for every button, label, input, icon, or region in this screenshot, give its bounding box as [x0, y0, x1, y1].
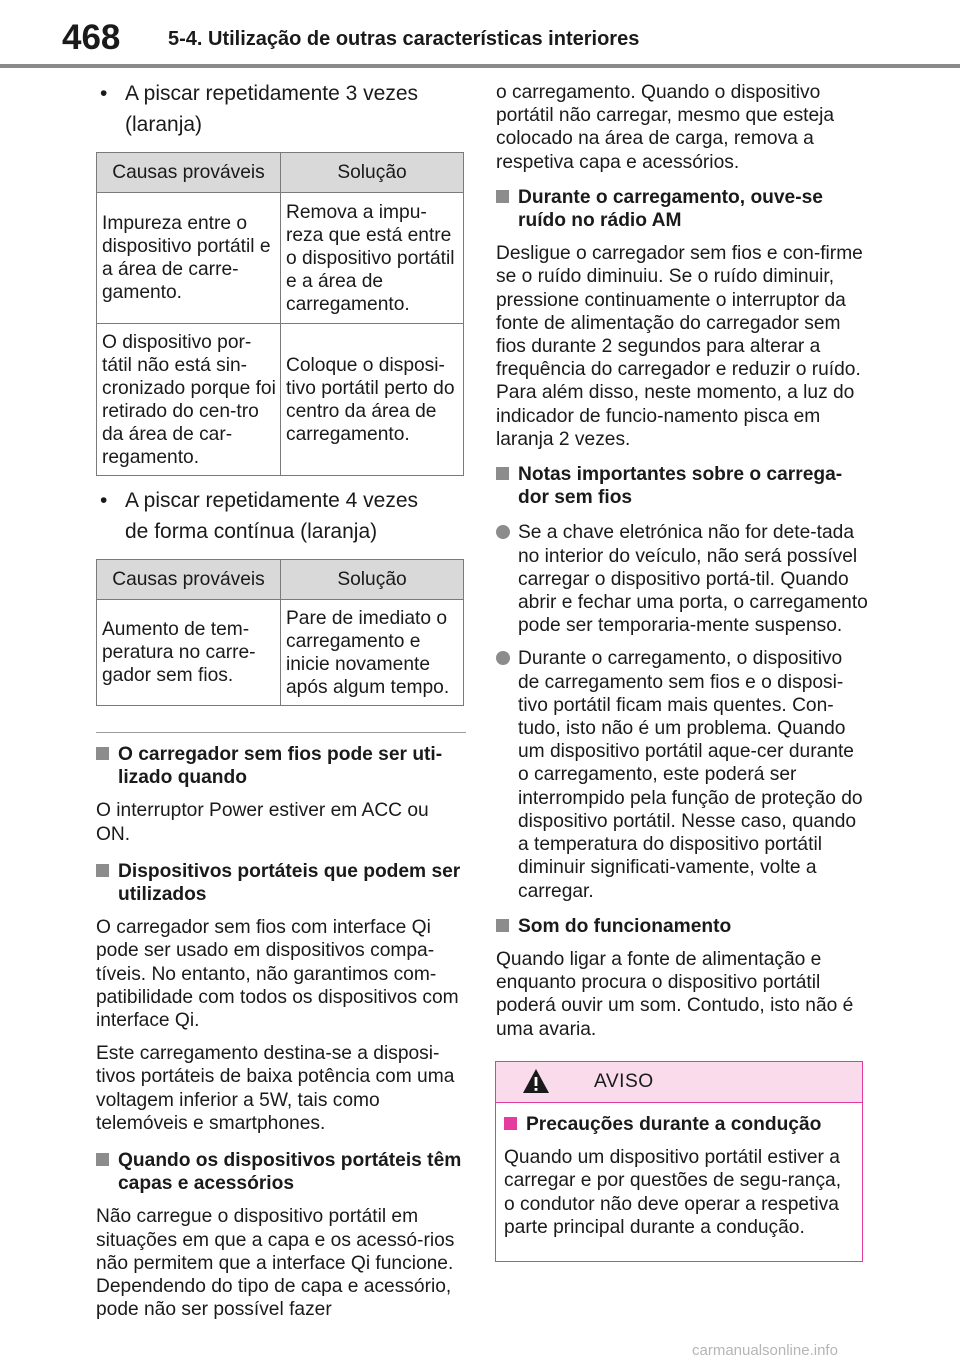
circle-bullet-icon	[496, 651, 510, 665]
note-text: Durante o carregamento, o dispositivo de carregamento sem fios e o disposi-tivo portátil ficam mais quentes. Con-tudo, isto não é um problema. Quando um dispositivo portátil aque-cer durante o carregamento, este poderá ser interrompido pela função de proteção do dispositivo portátil. Nesse caso, quando a temperatura do dispositivo portátil diminuir significati-vamente, volte a carregar.	[518, 648, 863, 902]
page-number: 468	[62, 18, 121, 57]
paragraph: O interruptor Power estiver em ACC ou ON.	[96, 800, 429, 845]
heading-covers-accessories	[96, 1149, 466, 1195]
warning-body	[496, 1103, 862, 1239]
paragraph: O carregador sem fios com interface Qi pode ser usado em dispositivos compa-tíveis. No entanto, não garantimos com-patibilidade com todos os dispositivos com interface Qi.	[96, 917, 459, 1032]
warning-text: Quando um dispositivo portátil estiver a carregar e por questões de segu-rança, o condutor não deve operar a respetiva parte principal durante a condução.	[504, 1147, 842, 1238]
table-header-solution: Solução	[281, 560, 464, 600]
table-cell-cause: Impureza entre o dispositivo portátil e a área de carre-gamento.	[97, 193, 281, 324]
heading-text: Som do funcionamento	[518, 915, 732, 937]
page-header	[0, 0, 960, 80]
left-column	[96, 78, 466, 1321]
note-item	[496, 521, 868, 637]
table-cell-cause: O dispositivo por-tátil não está sin-cronizado porque foi retirado do cen-tro da área de car-regamento.	[97, 324, 281, 476]
header-rule	[0, 64, 960, 68]
bullet-blink-4	[96, 485, 466, 547]
table-cell-solution: Coloque o disposi-tivo portátil perto do centro da área de carregamento.	[281, 324, 464, 476]
warning-header	[496, 1062, 862, 1103]
square-marker-icon	[96, 1153, 109, 1166]
bullet-mark: •	[100, 489, 108, 512]
paragraph: Desligue o carregador sem fios e con-firme se o ruído diminuiu. Se o ruído diminuir, pressione continuamente o interruptor da fonte de alimentação do carregador sem fios durante 2 segundos para alterar a frequência do carregador e reduzir o ruído. Para além disso, neste momento, a luz do indicador de funcio-namento pisca em laranja 2 vezes.	[496, 243, 863, 450]
table-header-causes: Causas prováveis	[97, 560, 281, 600]
paragraph: Não carregue o dispositivo portátil em situações em que a capa e os acessó-rios não permitem que a interface Qi funcione. Dependendo do tipo de capa e acessório, pode não ser possível fazer	[96, 1206, 455, 1321]
section-title: 5-4. Utilização de outras características interiores	[168, 28, 640, 50]
table-header-solution: Solução	[281, 153, 464, 193]
heading-text: Quando os dispositivos portáteis têm capas e acessórios	[118, 1150, 462, 1195]
watermark: carmanualsonline.info	[692, 1342, 838, 1359]
bullet-line-2: (laranja)	[125, 113, 203, 136]
square-marker-icon	[96, 747, 109, 760]
table-row	[97, 324, 464, 476]
warning-triangle-icon	[522, 1067, 550, 1095]
table-header-causes: Causas prováveis	[97, 153, 281, 193]
table-row	[97, 193, 464, 324]
heading-text: O carregador sem fios pode ser uti-lizado quando	[118, 744, 443, 789]
heading-text: Dispositivos portáteis que podem ser utilizados	[118, 860, 461, 906]
circle-bullet-icon	[496, 525, 510, 539]
bullet-mark: •	[100, 82, 108, 105]
heading-text: Precauções durante a condução	[526, 1114, 822, 1135]
note-text: Se a chave eletrónica não for dete-tada no interior do veículo, não será possível carregar o dispositivo portá-til. Quando abrir e fechar uma porta, o carregamento pode ser temporaria-mente suspenso.	[518, 522, 868, 637]
square-marker-icon	[496, 467, 509, 480]
heading-am-noise	[496, 186, 868, 232]
bullet-blink-3	[96, 78, 466, 140]
paragraph: o carregamento. Quando o dispositivo portátil não carregar, mesmo que esteja colocado na área de carga, remova a respetiva capa e acessórios.	[496, 82, 835, 173]
heading-text: Notas importantes sobre o carrega-dor sem fios	[518, 464, 843, 509]
table-cell-solution: Pare de imediato o carregamento e inicie novamente após algum tempo.	[281, 600, 464, 706]
warning-heading	[504, 1113, 854, 1136]
note-item	[496, 647, 868, 902]
warning-box	[495, 1061, 863, 1262]
section-divider	[96, 732, 466, 733]
warning-title: AVISO	[594, 1071, 654, 1092]
table-cell-solution: Remova a impu-reza que está entre o dispositivo portátil e a área de carregamento.	[281, 193, 464, 324]
square-marker-icon	[504, 1117, 517, 1130]
causes-table-2	[96, 559, 464, 706]
causes-table-1	[96, 152, 464, 476]
bullet-line-1: A piscar repetidamente 3 vezes	[125, 82, 418, 105]
paragraph: Quando ligar a fonte de alimentação e enquanto procura o dispositivo portátil poderá ouvir um som. Contudo, isto não é uma avaria.	[496, 948, 854, 1040]
square-marker-icon	[96, 864, 109, 877]
heading-text: Durante o carregamento, ouve-se ruído no rádio AM	[518, 186, 823, 232]
bullet-line-2: de forma contínua (laranja)	[125, 520, 378, 543]
right-column	[496, 78, 868, 1041]
paragraph: Este carregamento destina-se a disposi-tivos portáteis de baixa potência com uma voltagem inferior a 5W, tais como telemóveis e smartphones.	[96, 1043, 455, 1134]
bullet-line-1: A piscar repetidamente 4 vezes	[125, 489, 418, 512]
square-marker-icon	[496, 190, 509, 203]
table-row	[97, 600, 464, 706]
table-cell-cause: Aumento de tem-peratura no carre-gador sem fios.	[97, 600, 281, 706]
heading-operation-sound	[496, 915, 868, 938]
heading-when-usable	[96, 743, 466, 789]
heading-important-notes	[496, 463, 868, 509]
square-marker-icon	[496, 919, 509, 932]
heading-usable-devices	[96, 860, 466, 906]
